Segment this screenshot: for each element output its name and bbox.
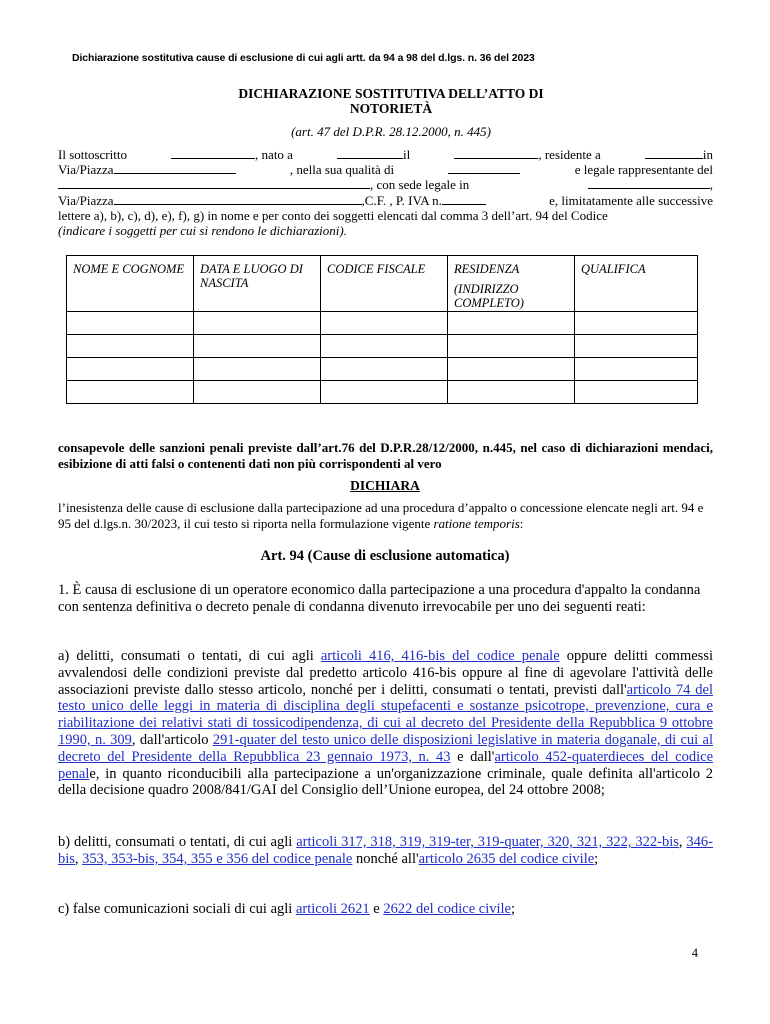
intro-text: , nato a [255, 147, 293, 162]
paragraph-text: , [74, 851, 83, 867]
declarant-section [58, 147, 713, 238]
intro-text: Via/Piazza [58, 192, 114, 208]
table-row [67, 335, 698, 358]
paragraph-text: : [519, 516, 524, 531]
table-cell[interactable] [575, 358, 698, 381]
col-header-fiscal-code: CODICE FISCALE [321, 256, 448, 312]
document-title: DICHIARAZIONE SOSTITUTIVA DELL’ATTO DI NOTORIETÀ [238, 86, 544, 116]
table-cell[interactable] [194, 381, 321, 404]
col-header-birth: DATA E LUOGO DI NASCITA [194, 256, 321, 312]
table-header-row [67, 256, 698, 312]
intro-line-3 [58, 177, 713, 192]
paragraph-text: l’inesistenza delle cause di esclusione dalla partecipazione ad una procedura d’appalto o concessione elencate negli art. 94 e 95 del d.lgs.n. 30/2023, il cui testo si riporta nella formulazione vigente [58, 500, 704, 531]
paragraph-text: , [678, 834, 687, 850]
table-cell[interactable] [575, 381, 698, 404]
link-452-quaterdieces[interactable]: articolo 452-quaterdieces del codice penal [58, 748, 714, 782]
street-field[interactable] [114, 162, 236, 174]
intro-text: Il sottoscritto [58, 147, 127, 162]
paragraph-a [58, 648, 713, 799]
nonexistence-paragraph [58, 500, 713, 532]
intro-text: , residente a [538, 147, 601, 162]
paragraph-text: b) delitti, consumati o tentati, di cui agli [58, 834, 297, 850]
document-subtitle: (art. 47 del D.P.R. 28.12.2000, n. 445) [291, 124, 491, 139]
paragraph-text: ; [594, 851, 599, 867]
table-cell[interactable] [194, 335, 321, 358]
table-cell[interactable] [67, 381, 194, 404]
table-cell[interactable] [575, 312, 698, 335]
declares-label: DICHIARA [350, 478, 420, 493]
article-94-heading: Art. 94 (Cause di esclusione automatica) [260, 548, 510, 564]
awareness-statement: consapevole delle sanzioni penali previste dall’art.76 del D.P.R.28/12/2000, n.445, nel caso di dichiarazioni mendaci, esibizione di atti falsi o contenenti dati non più corrispondenti al vero [58, 440, 713, 471]
role-field[interactable] [448, 162, 520, 174]
col-header-role: QUALIFICA [575, 256, 698, 312]
paragraph-text: oppure delitti commessi avvalendosi delle condizioni previste dal predetto articolo 416-bis oppure al fine di agevolare l'attività delle associazioni previste dallo stesso articolo, nonché per i delitti, consumati o tentati, previsti dall' [58, 648, 713, 698]
ratione-temporis-text: ratione temporis [433, 516, 520, 531]
paragraph-text: e [369, 901, 384, 917]
intro-line-1 [58, 147, 713, 162]
link-346-bis[interactable]: 346-bis [58, 834, 713, 867]
intro-text: , nella sua qualità di [289, 162, 395, 178]
paragraph-text: c) false comunicazioni sociali di cui agli [58, 901, 296, 917]
residence-label: RESIDENZA [454, 262, 520, 276]
table-cell[interactable] [321, 381, 448, 404]
table-row [67, 358, 698, 381]
col-header-residence [448, 256, 575, 312]
paragraph-text: a) delitti, consumati o tentati, di cui agli [58, 648, 321, 664]
paragraph-text: e, in quanto riconducibili alla partecipazione a un'organizzazione criminale, quale definita all'articolo 2 della decisione quadro 2008/841/GAI del Consiglio dell’Unione europea, del 24 ottobre 2008; [58, 765, 713, 799]
paragraph-b [58, 834, 713, 868]
table-cell[interactable] [67, 335, 194, 358]
paragraph-c [58, 901, 713, 918]
company-street-field[interactable] [114, 193, 362, 205]
table-cell[interactable] [194, 358, 321, 381]
birthdate-field[interactable] [454, 147, 538, 159]
residence-sublabel: (INDIRIZZO COMPLETO) [454, 282, 524, 310]
intro-line-5: lettere a), b), c), d), e), f), g) in nome e per conto dei soggetti elencati dal comma 3 dell’art. 94 del Codice [58, 207, 608, 223]
table-cell[interactable] [321, 312, 448, 335]
intro-line-6: (indicare i soggetti per cui si rendono le dichiarazioni). [58, 223, 347, 239]
table-row [67, 312, 698, 335]
intro-text: , [709, 177, 713, 193]
company-field[interactable] [58, 177, 370, 189]
page-number: 4 [691, 946, 698, 960]
col-header-name: NOME E COGNOME [67, 256, 194, 312]
table-cell[interactable] [67, 312, 194, 335]
vat-field[interactable] [442, 193, 486, 205]
intro-text: , con sede legale in [370, 177, 470, 193]
intro-text: e, limitatamente alle successive [549, 192, 713, 208]
table-cell[interactable] [575, 335, 698, 358]
birthplace-field[interactable] [337, 147, 403, 159]
table-cell[interactable] [67, 358, 194, 381]
paragraph-text: ; [511, 901, 516, 917]
table-cell[interactable] [448, 312, 575, 335]
intro-text: Via/Piazza [58, 162, 114, 178]
table-cell[interactable] [448, 335, 575, 358]
intro-text: in [702, 147, 713, 162]
link-articles-353-356[interactable]: 353, 353-bis, 354, 355 e 356 del codice penale [82, 851, 353, 867]
table-row [67, 381, 698, 404]
table-cell[interactable] [448, 381, 575, 404]
paragraph-text: e dall' [450, 748, 495, 765]
paragraph-text: nonché all' [352, 851, 419, 867]
table-cell[interactable] [321, 335, 448, 358]
paragraph-1: 1. È causa di esclusione di un operatore economico dalla partecipazione a una procedura d'appalto la condanna con sentenza definitiva o decreto penale di condanna divenuto irrevocabile per uno dei seguenti reati: [58, 582, 701, 615]
paragraph-text: , dall'articolo [131, 731, 213, 748]
intro-text: e legale rappresentante del [574, 162, 713, 178]
link-articles-317-322bis[interactable]: articoli 317, 318, 319, 319-ter, 319-quater, 320, 321, 322, 322-bis [296, 834, 679, 850]
name-field[interactable] [171, 147, 255, 159]
declares-heading [0, 478, 770, 494]
intro-text: ,C.F. , P. IVA n. [361, 192, 442, 208]
page-header: Dichiarazione sostitutiva cause di esclusione di cui agli artt. da 94 a 98 del d.lgs. n. 36 del 2023 [72, 52, 535, 64]
intro-line-2 [58, 162, 713, 177]
intro-text: il [403, 147, 411, 162]
link-article-2635[interactable]: articolo 2635 del codice civile [418, 851, 595, 867]
company-city-field[interactable] [588, 177, 710, 189]
table-cell[interactable] [194, 312, 321, 335]
link-articles-416[interactable]: articoli 416, 416-bis del codice penale [320, 648, 560, 664]
table-cell[interactable] [448, 358, 575, 381]
link-article-74-dpr-309[interactable]: articolo 74 del testo unico delle leggi in materia di disciplina degli stupefacenti e sostanze psicotrope, prevenzione, cura e riabilitazione dei relativi stati di tossicodipendenza, di cui al decreto del Presidente della Repubblica 9 ottobre 1990, n. 309 [58, 681, 713, 748]
table-cell[interactable] [321, 358, 448, 381]
link-article-2621[interactable]: articoli 2621 [295, 901, 370, 917]
intro-line-4 [58, 193, 713, 208]
link-291-quater[interactable]: 291-quater del testo unico delle disposizioni legislative in materia doganale, di cui al decreto del Presidente della Repubblica 23 gennaio 1973, n. 43 [58, 731, 713, 765]
link-article-2622[interactable]: 2622 del codice civile [383, 901, 511, 917]
subjects-table [66, 255, 698, 404]
residence-city-field[interactable] [645, 147, 703, 159]
